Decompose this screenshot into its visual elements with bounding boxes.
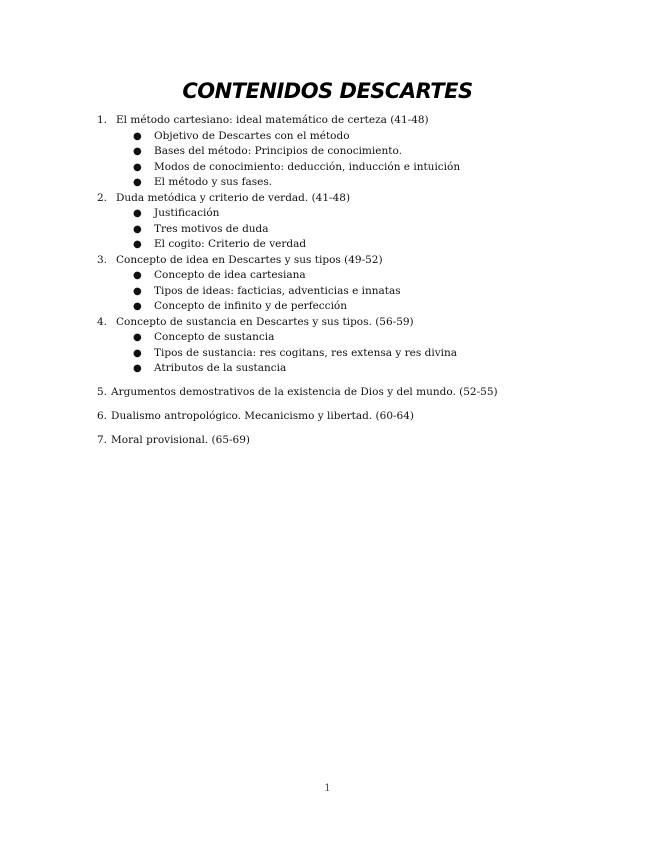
section-title: Duda metódica y criterio de verdad. (41-48) [116, 191, 351, 204]
section-number: 5. [97, 386, 108, 398]
bullet-icon: ● [133, 223, 142, 235]
list-item: ● Concepto de idea cartesiana [0, 268, 655, 284]
section-3-heading [0, 253, 655, 269]
section-title: Concepto de sustancia en Descartes y sus tipos. (56-59) [116, 315, 414, 328]
list-item: ● El método y sus fases. [0, 175, 655, 191]
bullet-icon: ● [133, 177, 142, 188]
list-item: ● Concepto de infinito y de perfección [0, 299, 655, 315]
list-item: ● Tipos de sustancia: res cogitans, res extensa y res divina [0, 346, 655, 362]
section-number: 2. [97, 191, 108, 204]
section-4-items [0, 330, 655, 377]
section-2-items [0, 206, 655, 253]
section-number: 1. [97, 114, 108, 126]
section-1-heading [0, 113, 655, 129]
section-3-items [0, 268, 655, 315]
bullet-icon: ● [133, 332, 142, 343]
section-title: Concepto de idea en Descartes y sus tipos (49-52) [116, 253, 383, 266]
list-item: ● Atributos de la sustancia [0, 361, 655, 377]
section-1-items [0, 129, 655, 191]
section-title: Argumentos demostrativos de la existencia de Dios y del mundo. (52-55) [111, 386, 498, 398]
page-number: 1 [324, 782, 331, 794]
list-item: ● Objetivo de Descartes con el método [0, 129, 655, 145]
list-item: ● Modos de conocimiento: deducción, inducción e intuición [0, 160, 655, 176]
bullet-icon: ● [133, 146, 142, 157]
bullet-icon: ● [133, 239, 142, 250]
bullet-icon: ● [133, 347, 142, 359]
section-5-heading [0, 385, 655, 401]
section-4-heading [0, 315, 655, 331]
section-number: 6. [97, 410, 108, 422]
page-title: CONTENIDOS DESCARTES [182, 79, 473, 103]
section-number: 4. [97, 315, 108, 328]
list-item: ● Justificación [0, 206, 655, 222]
section-6-heading [0, 409, 655, 425]
bullet-icon: ● [133, 363, 142, 374]
bullet-icon: ● [133, 301, 142, 312]
section-title: Moral provisional. (65-69) [111, 434, 251, 446]
list-item: ● Tres motivos de duda [0, 222, 655, 238]
bullet-icon: ● [133, 161, 142, 173]
list-item: ● Bases del método: Principios de conocimiento. [0, 144, 655, 160]
bullet-icon: ● [133, 208, 142, 219]
section-2-heading [0, 191, 655, 207]
list-item: ● Tipos de ideas: facticias, adventicias e innatas [0, 284, 655, 300]
list-item: ● El cogito: Criterio de verdad [0, 237, 655, 253]
section-7-heading [0, 433, 655, 449]
list-item: ● Concepto de sustancia [0, 330, 655, 346]
bullet-icon: ● [133, 270, 142, 281]
section-title: Dualismo antropológico. Mecanicismo y libertad. (60-64) [111, 410, 415, 422]
section-number: 3. [97, 253, 108, 266]
bullet-icon: ● [133, 130, 142, 142]
table-of-contents [0, 113, 655, 449]
bullet-icon: ● [133, 285, 142, 297]
section-number: 7. [97, 434, 108, 446]
section-title: El método cartesiano: ideal matemático de certeza (41-48) [116, 114, 429, 126]
